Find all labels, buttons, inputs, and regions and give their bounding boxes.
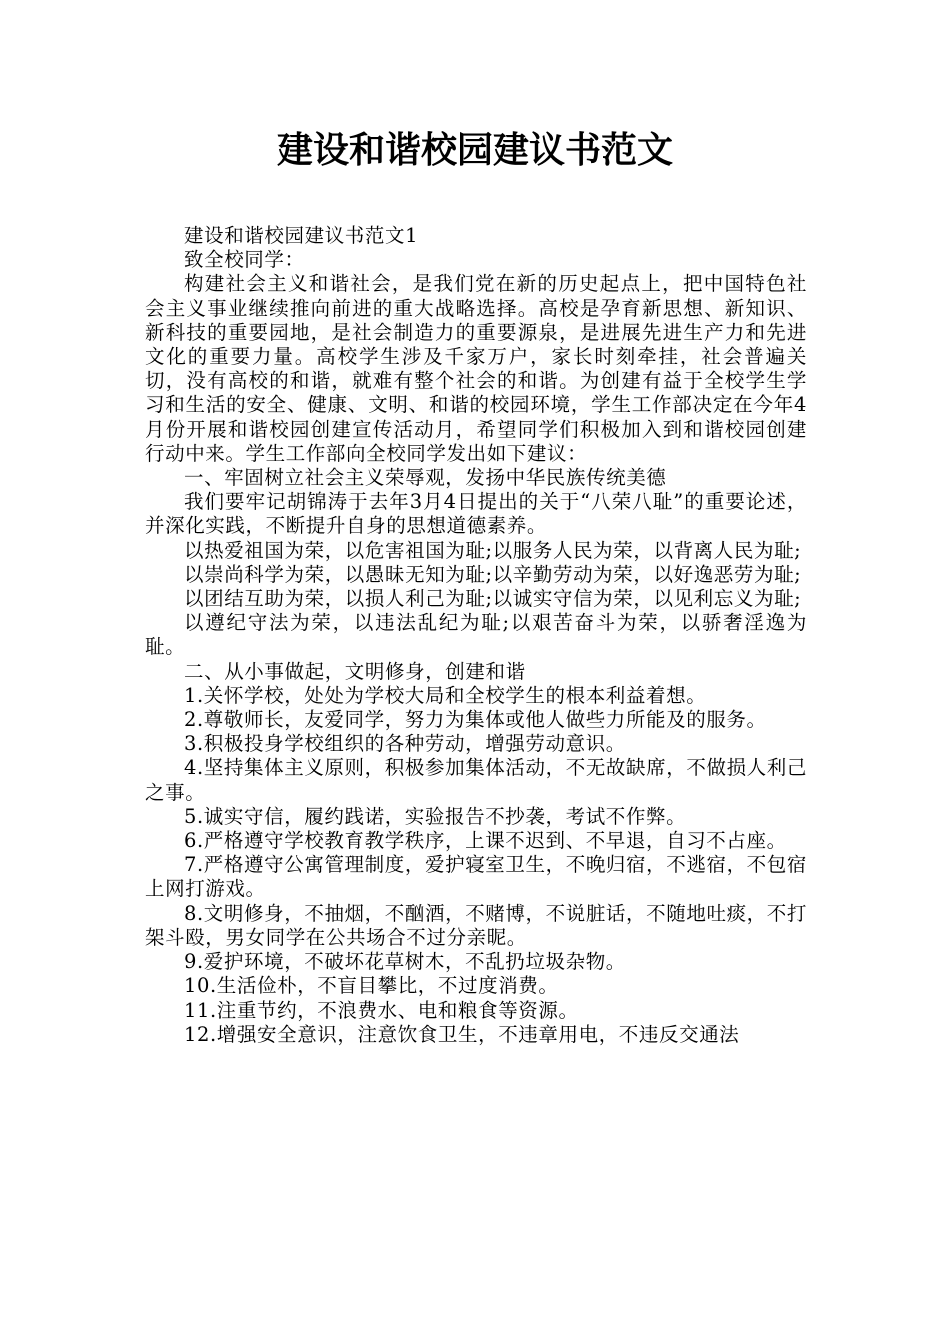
list-item: 6.严格遵守学校教育教学秩序，上课不迟到、不早退，自习不占座。 xyxy=(184,829,787,853)
paragraph-intro: 构建社会主义和谐社会，是我们党在新的历史起点上，把中国特色社会主义事业继续推向前进的重大战略选择。高校是孕育新思想、新知识、新科技的重要园地，是社会制造力的重要源泉，是进展先进生产力和先进文化的重要力量。高校学生涉及千家万户，家长时刻牵挂，社会普遍关切，没有高校的和谐，就难有整个社会的和谐。为创建有益于全校学生学习和生活的安全、健康、文明、和谐的校园环境，学生工作部决定在今年4月份开展和谐校园创建宣传活动月，希望同学们积极加入到和谐校园创建行动中来。学生工作部向全校同学发出如下建议： xyxy=(145,272,807,465)
list-item: 3.积极投身学校组织的各种劳动，增强劳动意识。 xyxy=(184,732,626,756)
list-item: 7.严格遵守公寓管理制度，爱护寝室卫生，不晚归宿，不逃宿，不包宿上网打游戏。 xyxy=(145,853,807,901)
document-body xyxy=(145,224,807,1047)
paragraph-subtitle: 建设和谐校园建议书范文1 xyxy=(184,224,419,247)
list-item: 1.关怀学校，处处为学校大局和全校学生的根本利益着想。 xyxy=(184,683,707,707)
list-item: 8.文明修身，不抽烟，不酗酒，不赌博，不说脏话，不随地吐痰，不打架斗殴，男女同学在公共场合不过分亲昵。 xyxy=(145,901,807,949)
paragraph: 以团结互助为荣，以损人利己为耻;以诚实守信为荣，以见利忘义为耻; xyxy=(184,587,802,611)
list-item: 9.爱护环境，不破坏花草树木，不乱扔垃圾杂物。 xyxy=(184,950,626,974)
list-item: 4.坚持集体主义原则，积极参加集体活动，不无故缺席，不做损人利己之事。 xyxy=(145,756,807,804)
section-heading-1: 一、牢固树立社会主义荣辱观，发扬中华民族传统美德 xyxy=(184,466,667,490)
paragraph: 以热爱祖国为荣，以危害祖国为耻;以服务人民为荣，以背离人民为耻; xyxy=(184,538,802,562)
document-title: 建设和谐校园建议书范文 xyxy=(276,130,673,171)
list-item: 5.诚实守信，履约践诺，实验报告不抄袭，考试不作弊。 xyxy=(184,804,687,828)
list-item: 10.生活俭朴，不盲目攀比，不过度消费。 xyxy=(184,974,559,998)
list-item: 2.尊敬师长，友爱同学，努力为集体或他人做些力所能及的服务。 xyxy=(184,708,767,732)
paragraph: 我们要牢记胡锦涛于去年3月4日提出的关于“八荣八耻”的重要论述，并深化实践，不断提升自身的思想道德素养。 xyxy=(145,490,807,538)
list-item: 12.增强安全意识，注意饮食卫生，不违章用电，不违反交通法 xyxy=(184,1022,740,1046)
list-item: 11.注重节约，不浪费水、电和粮食等资源。 xyxy=(184,998,579,1022)
paragraph-salutation: 致全校同学： xyxy=(184,248,305,272)
paragraph: 以遵纪守法为荣，以违法乱纪为耻;以艰苦奋斗为荣，以骄奢淫逸为耻。 xyxy=(145,611,807,659)
section-heading-2: 二、从小事做起，文明修身，创建和谐 xyxy=(184,659,526,683)
paragraph: 以崇尚科学为荣，以愚昧无知为耻;以辛勤劳动为荣，以好逸恶劳为耻; xyxy=(184,562,802,586)
